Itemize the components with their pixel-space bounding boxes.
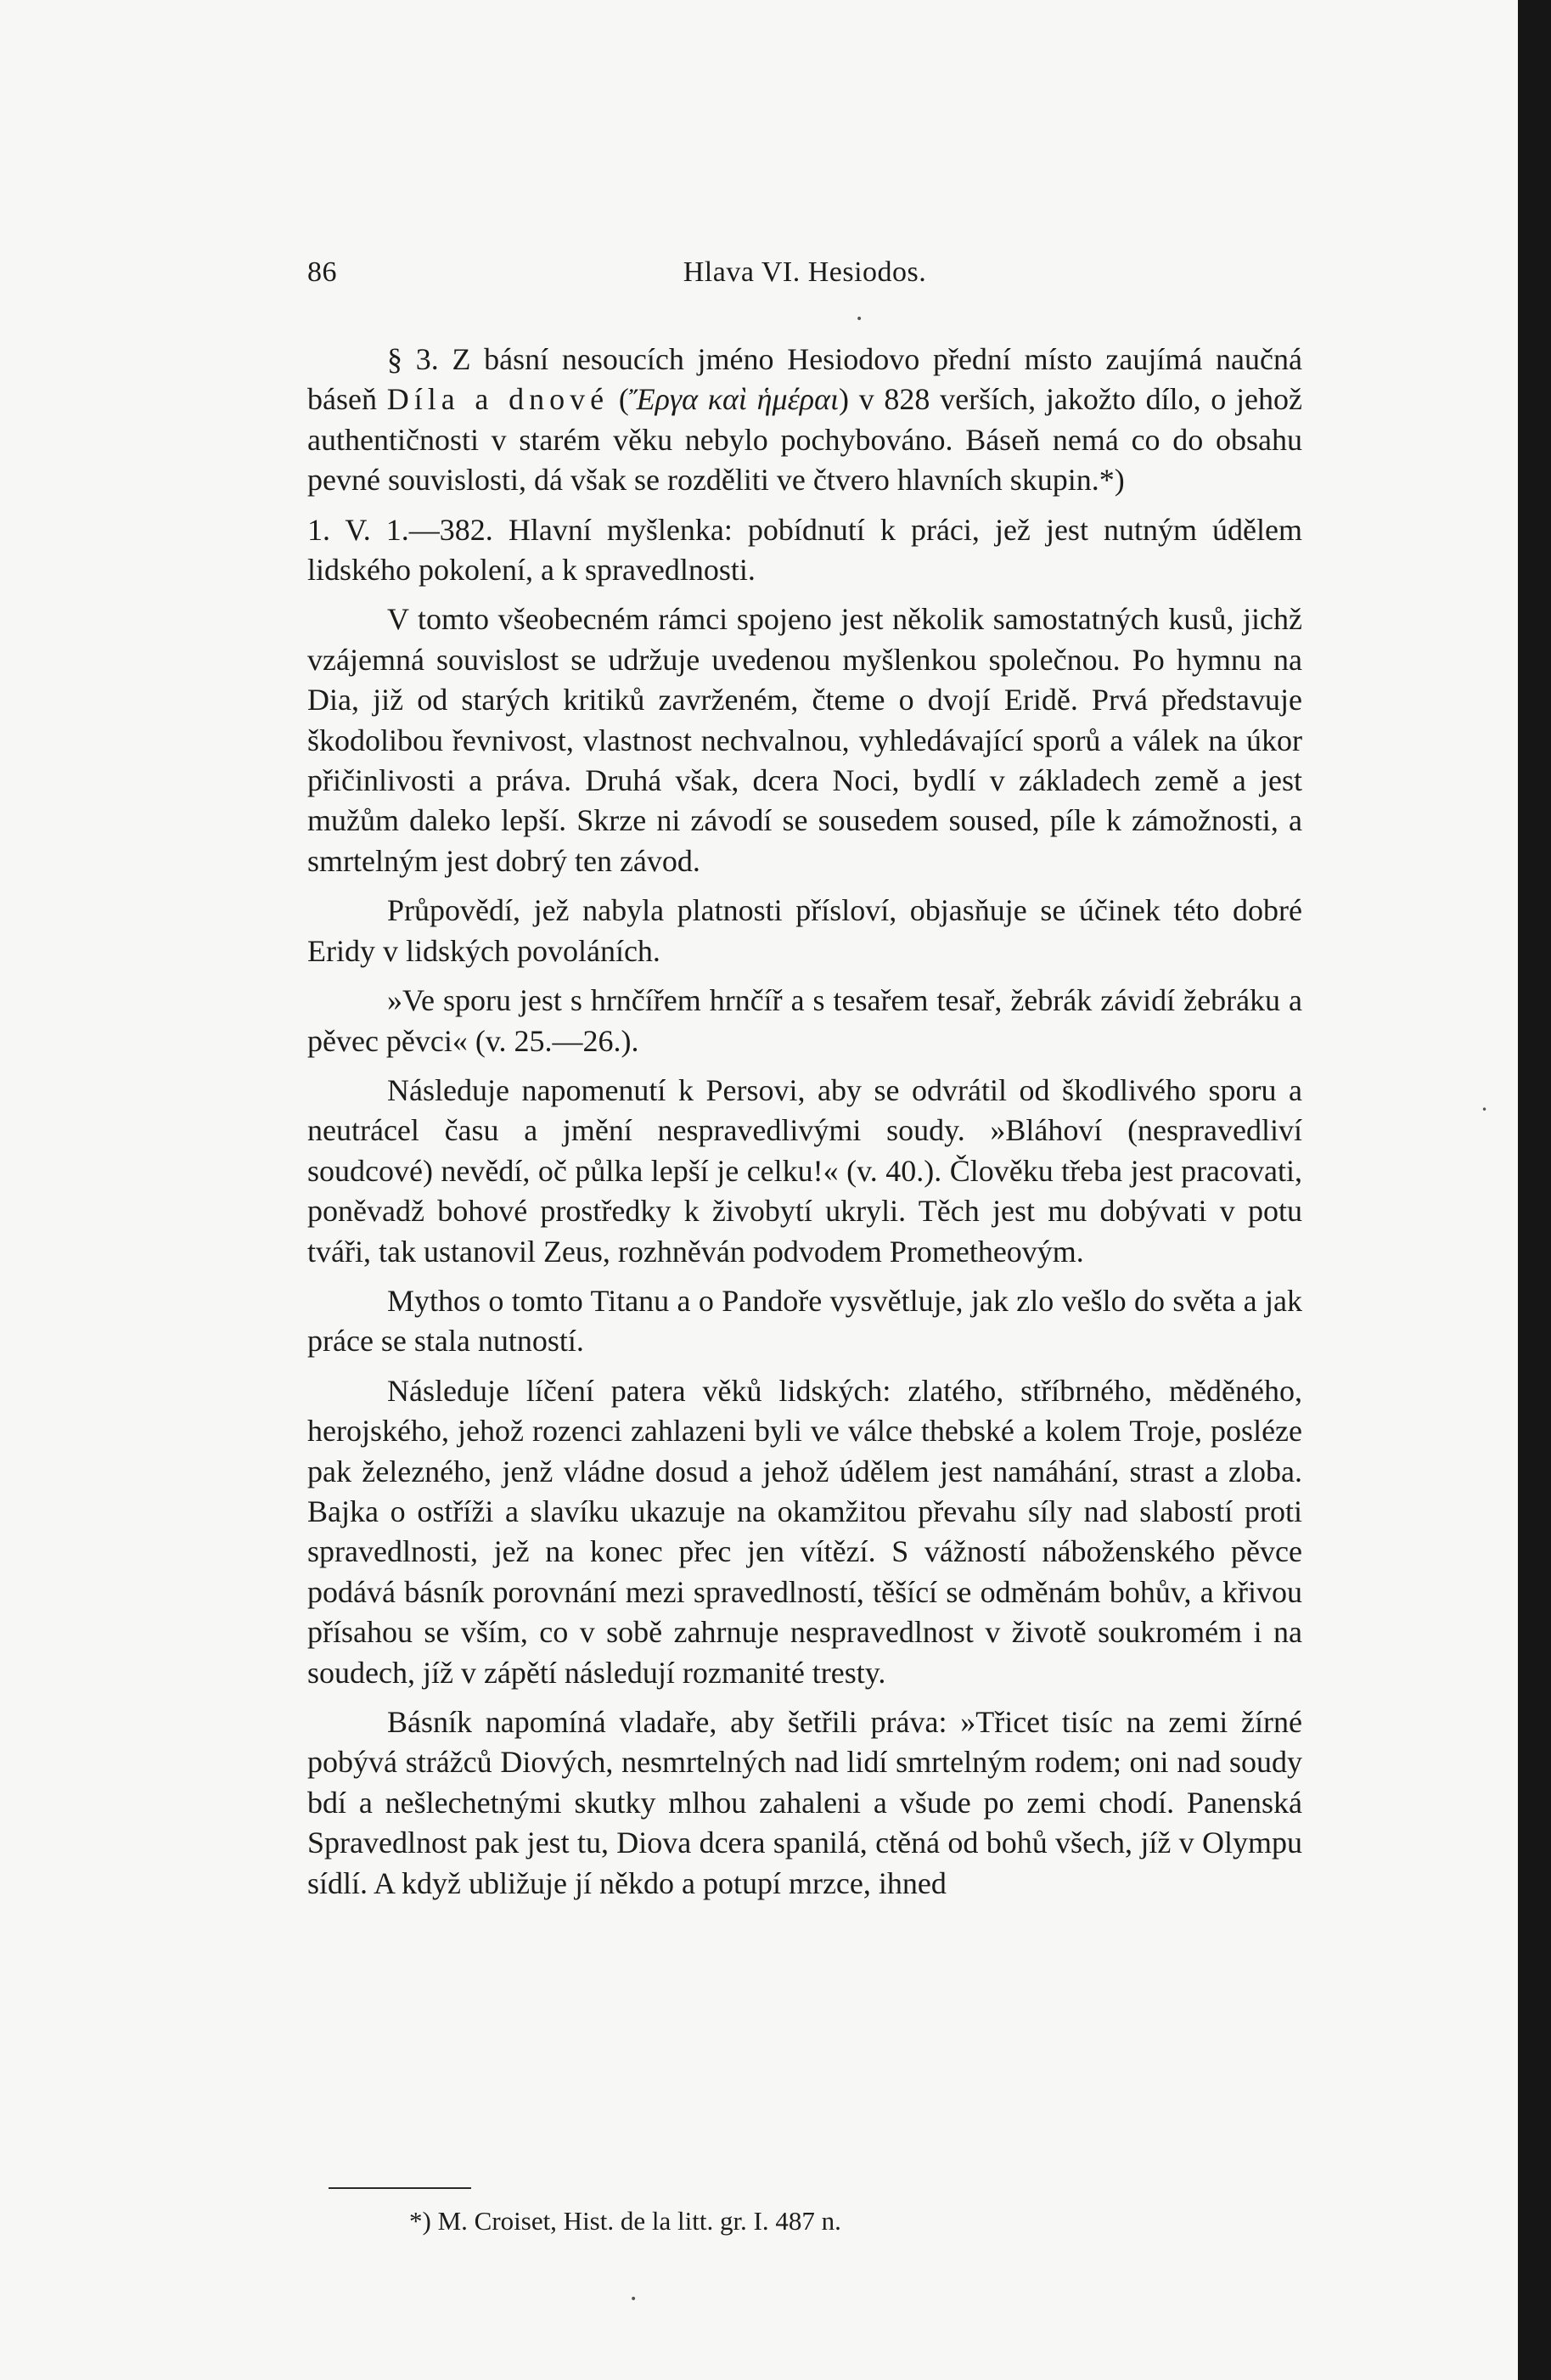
speck: • xyxy=(1481,1104,1488,1116)
body-text xyxy=(307,340,1302,1913)
page-number: 86 xyxy=(307,256,337,288)
speck: • xyxy=(630,2293,638,2306)
paragraph-rulers: Básník napomíná vladaře, aby šetřili práva: »Třicet tisíc na zemi žírné pobývá strážců Diových, nesmrtelných nad lidí smrtelným rodem; oni nad soudy bdí a nešlechetnými skutky mlhou zahaleni a všude po zemi chodí. Panenská Spravedlnost pak jest tu, Diova dcera spanilá, ctěná od bohů všech, jíž v Olympu sídlí. A když ubližuje jí někdo a potupí mrzce, ihned xyxy=(307,1705,1302,1900)
paragraph-1-lead: § 3. Z básní nesoucích jméno Hesiodovo přední místo zaujímá naučná báseň xyxy=(307,342,1302,417)
greek-open: ( xyxy=(609,382,629,417)
running-head xyxy=(307,212,1302,289)
running-title: Hlava VI. Hesiodos. xyxy=(683,256,927,288)
speck: • xyxy=(856,312,863,326)
paragraph-proverb-intro: Průpovědí, jež nabyla platnosti přísloví, objasňuje se účinek této dobré Eridy v lidských povoláních. xyxy=(307,893,1302,968)
greek-title: Ἔργα καὶ ἡμέραι xyxy=(628,382,839,417)
paragraph-section-3 xyxy=(307,340,1302,501)
paragraph-myth: Mythos o tomto Titanu a o Pandoře vysvětluje, jak zlo vešlo do světa a jak práce se stala nutností. xyxy=(307,1283,1302,1359)
scan-edge xyxy=(1518,0,1551,2380)
paragraph-perses: Následuje napomenutí k Persovi, aby se odvrátil od škodlivého sporu a neutrácel času a jmění nespravedlivými soudy. »Bláhoví (nespravedliví soudcové) nevědí, oč půlka lepší je celku!« (v. 40.). Člověku třeba jest pracovati, poněvadž bohové prostředky k živobytí ukryli. Těch jest mu dobývati v potu tváři, tak ustanovil Zeus, rozhněván podvodem Prometheovým. xyxy=(307,1072,1302,1269)
text-block xyxy=(307,212,1303,2236)
paragraph-framework: V tomto všeobecném rámci spojeno jest několik samostatných kusů, jichž vzájemná souvislost se udržuje uvedenou myšlenkou společnou. Po hymnu na Dia, již od starých kritiků zavrženém, čteme o dvojí Eridě. Prvá představuje škodolibou řevnivost, vlastnost nechvalnou, vyhledávající sporů a válek na úkor přičinlivosti a práva. Druhá však, dcera Noci, bydlí v základech země a jest mužům daleko lepší. Skrze ni závodí se sousedem soused, píle k zámožnosti, a smrtelným jest dobrý ten závod. xyxy=(307,602,1302,878)
footnote: *) M. Croiset, Hist. de la litt. gr. I. 487 n. xyxy=(409,2206,841,2236)
footnote-rule xyxy=(329,2187,471,2189)
paragraph-part-1: 1. V. 1.—382. Hlavní myšlenka: pobídnutí k práci, jež jest nutným údělem lidského pokolení, a k spravedlnosti. xyxy=(307,512,1302,588)
paragraph-proverb-quote: »Ve sporu jest s hrnčířem hrnčíř a s tesařem tesař, žebrák závidí žebráku a pěvec pěvci« (v. 25.—26.). xyxy=(307,983,1302,1058)
work-title: Díla a dnové xyxy=(386,382,610,417)
paragraph-1-rest: ) v 828 verších, jakožto dílo, o jehož authentičnosti v starém věku nebylo pochybováno. Báseň nemá co do obsahu pevné souvislosti, dá však se rozděliti ve čtvero hlavních skupin.*) xyxy=(307,382,1303,498)
paragraph-ages: Následuje líčení patera věků lidských: zlatého, stříbrného, měděného, herojského, jehož rozenci zahlazeni byli ve válce thebské a kolem Troje, posléze pak železného, jenž vládne dosud a jehož údělem jest namáhání, strast a zloba. Bajka o ostříži a slavíku ukazuje na okamžitou převahu síly nad slabostí proti spravedlnosti, jež na konec přec jen vítězí. S vážností náboženského pěvce podává básník porovnání mezi spravedlností, těšící se odměnám bohův, a křivou přísahou se vším, co v sobě zahrnuje nespravedlnost v životě soukromém i na soudech, jíž v zápětí následují rozmanité tresty. xyxy=(307,1373,1302,1690)
